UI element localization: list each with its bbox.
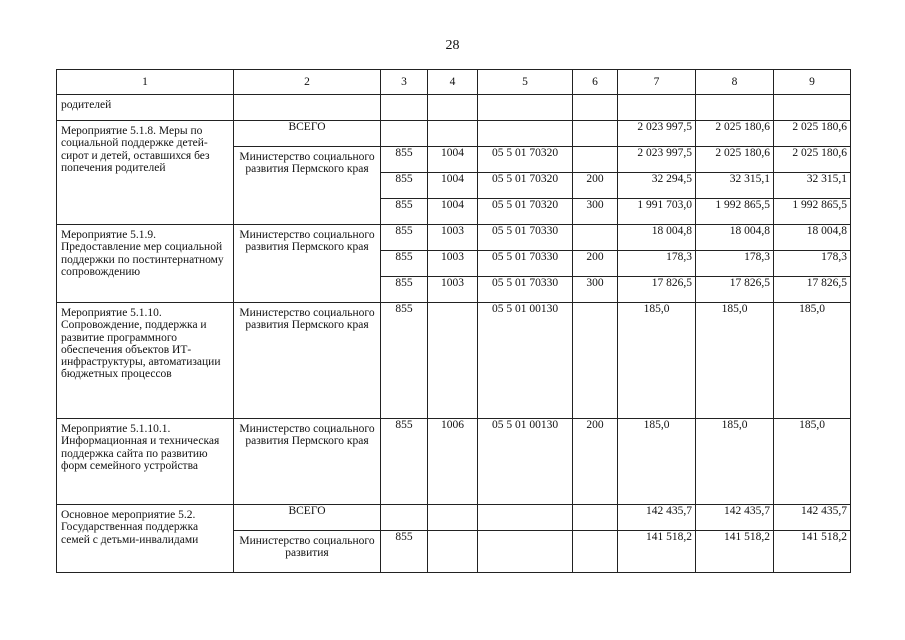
table-row [57, 505, 851, 531]
amount-cell: 142 435,7 [696, 505, 774, 531]
code-cell: 855 [381, 199, 428, 225]
amount-cell: 18 004,8 [696, 225, 774, 251]
code-cell [573, 531, 618, 573]
amount-cell: 142 435,7 [774, 505, 851, 531]
header-cell: 5 [478, 70, 573, 95]
amount-cell: 2 025 180,6 [696, 121, 774, 147]
code-cell [573, 225, 618, 251]
header-cell: 4 [428, 70, 478, 95]
amount-cell: 1 991 703,0 [618, 199, 696, 225]
table-row [57, 121, 851, 147]
page-number: 28 [445, 38, 460, 53]
amount-cell: 1 992 865,5 [696, 199, 774, 225]
amount-cell: 141 518,2 [696, 531, 774, 573]
amount-cell: 17 826,5 [618, 277, 696, 303]
code-cell: 05 5 01 70320 [478, 173, 573, 199]
measure-name: родителей [57, 95, 234, 121]
code-cell: 300 [573, 277, 618, 303]
code-cell [573, 303, 618, 419]
code-cell: 855 [381, 419, 428, 505]
amount-cell: 141 518,2 [618, 531, 696, 573]
amount-cell: 185,0 [696, 303, 774, 419]
code-cell: 855 [381, 531, 428, 573]
code-cell: 1003 [428, 225, 478, 251]
header-cell: 6 [573, 70, 618, 95]
amount-cell: 178,3 [696, 251, 774, 277]
code-cell: 855 [381, 277, 428, 303]
code-cell: 300 [573, 199, 618, 225]
budget-table [56, 69, 851, 573]
amount-cell: 18 004,8 [618, 225, 696, 251]
total-label: ВСЕГО [234, 505, 381, 531]
total-label: ВСЕГО [234, 121, 381, 147]
header-cell: 9 [774, 70, 851, 95]
amount-cell: 2 023 997,5 [618, 121, 696, 147]
amount-cell: 185,0 [696, 419, 774, 505]
table-row [57, 303, 851, 419]
header-row [57, 70, 851, 95]
code-cell: 855 [381, 147, 428, 173]
code-cell: 05 5 01 70330 [478, 225, 573, 251]
header-cell: 2 [234, 70, 381, 95]
measure-name: Мероприятие 5.1.8. Меры по социальной поддержке детей-сирот и детей, оставшихся без попечения родителей [57, 121, 234, 225]
amount-cell: 185,0 [774, 303, 851, 419]
amount-cell: 32 315,1 [696, 173, 774, 199]
amount-cell: 17 826,5 [696, 277, 774, 303]
code-cell: 855 [381, 225, 428, 251]
amount-cell: 2 023 997,5 [618, 147, 696, 173]
table-row [57, 95, 851, 121]
amount-cell: 185,0 [618, 419, 696, 505]
code-cell: 855 [381, 303, 428, 419]
amount-cell: 178,3 [618, 251, 696, 277]
code-cell: 05 5 01 00130 [478, 303, 573, 419]
header-cell: 7 [618, 70, 696, 95]
executor-cell: Министерство социального развития [234, 531, 381, 573]
code-cell [428, 531, 478, 573]
measure-name: Мероприятие 5.1.10. Сопровождение, поддержка и развитие программного обеспечения объектов ИТ-инфраструктуры, автоматизации бюджетных процессов [57, 303, 234, 419]
code-cell [478, 531, 573, 573]
amount-cell: 32 315,1 [774, 173, 851, 199]
code-cell: 1006 [428, 419, 478, 505]
code-cell: 1004 [428, 173, 478, 199]
header-cell: 8 [696, 70, 774, 95]
header-cell: 1 [57, 70, 234, 95]
code-cell: 855 [381, 251, 428, 277]
code-cell: 05 5 01 70320 [478, 147, 573, 173]
executor-cell: Министерство социального развития Пермского края [234, 147, 381, 225]
measure-name: Мероприятие 5.1.10.1. Информационная и техническая поддержка сайта по развитию форм семейного устройства [57, 419, 234, 505]
code-cell: 855 [381, 173, 428, 199]
table-row [57, 419, 851, 505]
amount-cell: 18 004,8 [774, 225, 851, 251]
code-cell: 05 5 01 70320 [478, 199, 573, 225]
amount-cell: 185,0 [618, 303, 696, 419]
code-cell: 05 5 01 70330 [478, 251, 573, 277]
measure-name: Мероприятие 5.1.9. Предоставление мер социальной поддержки по постинтернатному сопровождению [57, 225, 234, 303]
amount-cell: 178,3 [774, 251, 851, 277]
amount-cell: 17 826,5 [774, 277, 851, 303]
code-cell [428, 303, 478, 419]
executor-cell: Министерство социального развития Пермского края [234, 419, 381, 505]
code-cell: 05 5 01 00130 [478, 419, 573, 505]
amount-cell: 141 518,2 [774, 531, 851, 573]
code-cell [573, 147, 618, 173]
amount-cell: 142 435,7 [618, 505, 696, 531]
code-cell: 200 [573, 173, 618, 199]
amount-cell: 2 025 180,6 [774, 147, 851, 173]
code-cell: 1003 [428, 277, 478, 303]
code-cell: 1004 [428, 199, 478, 225]
code-cell: 05 5 01 70330 [478, 277, 573, 303]
amount-cell: 1 992 865,5 [774, 199, 851, 225]
code-cell: 1003 [428, 251, 478, 277]
code-cell: 200 [573, 419, 618, 505]
executor-cell: Министерство социального развития Пермского края [234, 225, 381, 303]
measure-name: Основное мероприятие 5.2. Государственная поддержка семей с детьми-инвалидами [57, 505, 234, 573]
table-row [57, 225, 851, 251]
code-cell: 1004 [428, 147, 478, 173]
amount-cell: 32 294,5 [618, 173, 696, 199]
amount-cell: 185,0 [774, 419, 851, 505]
executor-cell: Министерство социального развития Пермского края [234, 303, 381, 419]
code-cell: 200 [573, 251, 618, 277]
amount-cell: 2 025 180,6 [774, 121, 851, 147]
amount-cell: 2 025 180,6 [696, 147, 774, 173]
header-cell: 3 [381, 70, 428, 95]
